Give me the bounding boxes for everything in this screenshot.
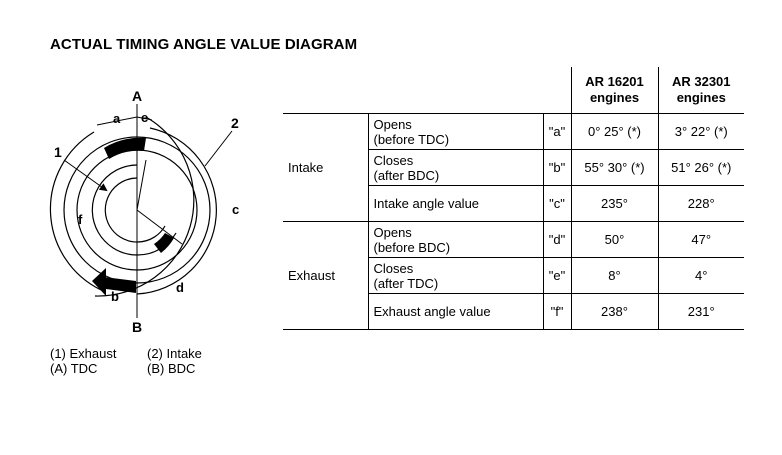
callout-1: 1 (54, 144, 62, 160)
table-row (283, 114, 744, 150)
legend-item-exhaust: (1) Exhaust (50, 346, 117, 361)
radial-line-1 (137, 160, 146, 210)
row-value-2: 231° (658, 294, 744, 330)
row-label-line: Opens (373, 116, 412, 132)
header-engine-2-suffix: engines (676, 90, 726, 105)
row-label-line: Closes (373, 152, 414, 168)
row-value-2: 4° (658, 258, 744, 294)
row-label-line: Opens (373, 224, 412, 240)
row-label-line: Closes (373, 260, 414, 276)
row-label: Exhaust angle value (368, 294, 543, 330)
row-value-2: 47° (658, 222, 744, 258)
arc-label-a: a (113, 111, 121, 126)
exhaust-inner-arc-2 (105, 178, 165, 242)
row-value-1: 50° (571, 222, 658, 258)
header-engine-1-suffix: engines (589, 90, 640, 105)
row-label: Intake angle value (368, 186, 543, 222)
callout-2-leader (205, 131, 232, 166)
row-label (368, 258, 543, 294)
overlap-block-top (104, 138, 146, 159)
row-value-1: 8° (571, 258, 658, 294)
arc-label-b: b (111, 289, 119, 304)
row-code: "d" (543, 222, 571, 258)
row-label-line: (before BDC) (373, 239, 451, 255)
tdc-label: A (132, 88, 143, 104)
row-value-2: 51° 26° (*) (658, 150, 744, 186)
header-engine-2 (658, 67, 744, 114)
row-code: "c" (543, 186, 571, 222)
timing-diagram (0, 0, 270, 345)
header-engine-1-model: AR 16201 (585, 74, 644, 89)
callout-1-leader (64, 160, 106, 190)
row-label-line: (before TDC) (373, 131, 450, 147)
legend-item-intake: (2) Intake (147, 346, 202, 361)
row-label (368, 114, 543, 150)
callout-2: 2 (231, 115, 239, 131)
header-engine-1 (571, 67, 658, 114)
arc-label-d: d (176, 280, 184, 295)
row-label-line: (after TDC) (373, 275, 439, 291)
table-row (283, 222, 744, 258)
row-code: "f" (543, 294, 571, 330)
arc-label-f: f (78, 212, 83, 227)
row-code: "a" (543, 114, 571, 150)
legend (50, 346, 202, 376)
row-code: "e" (543, 258, 571, 294)
row-label (368, 222, 543, 258)
row-code: "b" (543, 150, 571, 186)
arc-label-c: c (232, 202, 240, 217)
row-value-2: 3° 22° (*) (658, 114, 744, 150)
row-value-1: 55° 30° (*) (571, 150, 658, 186)
row-value-2: 228° (658, 186, 744, 222)
header-engine-2-model: AR 32301 (671, 74, 731, 89)
group-exhaust: Exhaust (283, 222, 368, 330)
arc-label-e: e (141, 110, 149, 125)
row-value-1: 238° (571, 294, 658, 330)
table-header-row (283, 67, 744, 114)
radial-line-2 (137, 210, 182, 244)
legend-item-bdc: (B) BDC (147, 361, 196, 376)
row-label-line: (after BDC) (373, 167, 440, 183)
legend-item-tdc: (A) TDC (50, 361, 98, 376)
bdc-label: B (132, 319, 143, 335)
group-intake: Intake (283, 114, 368, 222)
row-value-1: 0° 25° (*) (571, 114, 658, 150)
row-label (368, 150, 543, 186)
timing-table (283, 67, 744, 330)
row-value-1: 235° (571, 186, 658, 222)
page-title: ACTUAL TIMING ANGLE VALUE DIAGRAM (50, 36, 358, 53)
